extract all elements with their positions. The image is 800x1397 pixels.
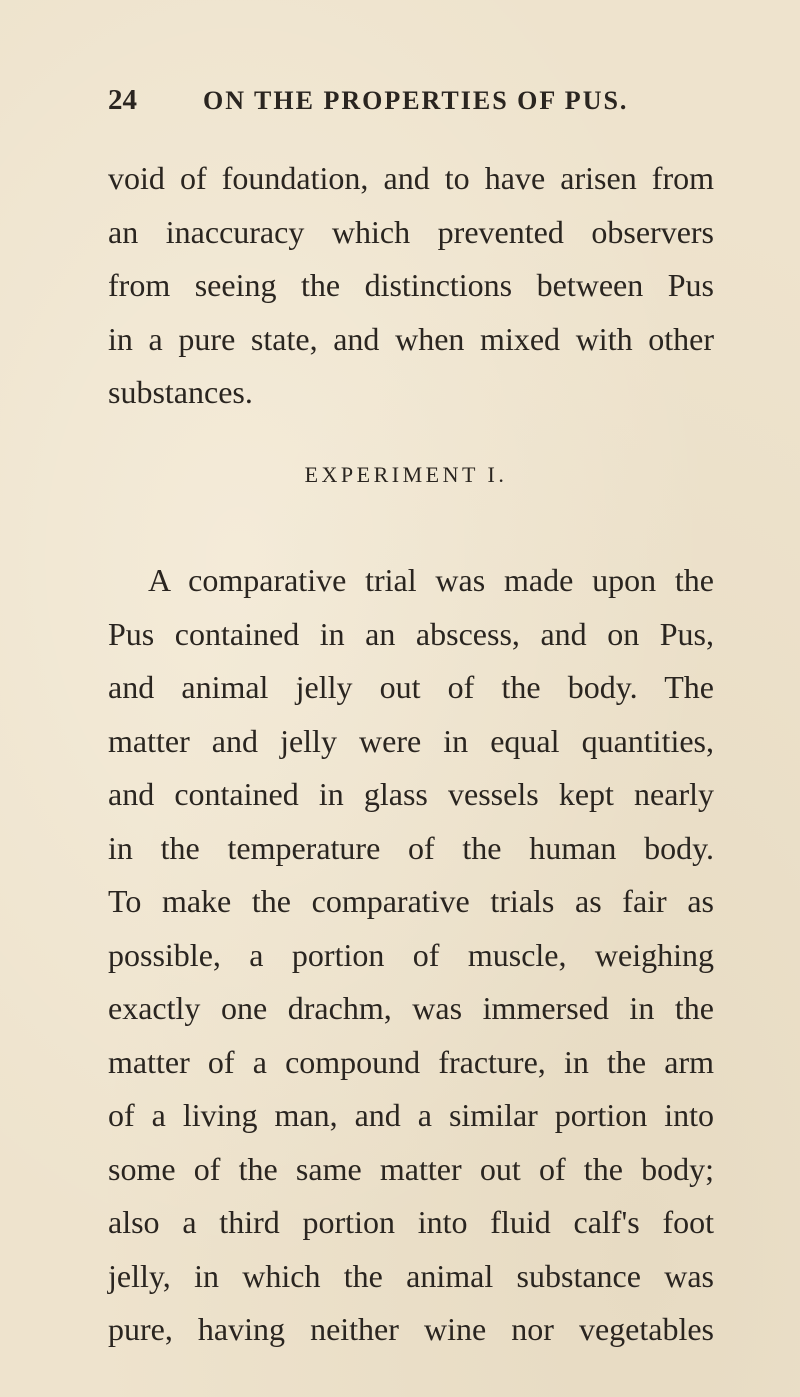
text-line: an inaccuracy which prevented observers (108, 213, 714, 250)
text-line: from seeing the distinctions between Pus (108, 267, 714, 303)
text-line: exactly one drachm, was immersed in the (108, 990, 714, 1026)
text-line: in the temperature of the human body. (108, 829, 714, 866)
text-line: some of the same matter out of the body; (108, 1150, 714, 1187)
paragraph-intro (108, 152, 714, 420)
text-line: void of foundation, and to have arisen from (108, 160, 714, 196)
section-heading: EXPERIMENT I. (304, 462, 508, 487)
page-number: 24 (108, 84, 137, 116)
text-line: of a living man, and a similar portion into (108, 1097, 714, 1133)
text-line: jelly, in which the animal substance was (108, 1257, 714, 1294)
page-header (108, 84, 748, 124)
text-line: also a third portion into fluid calf's foot (108, 1204, 714, 1240)
running-title: ON THE PROPERTIES OF PUS. (203, 86, 629, 115)
text-line: and contained in glass vessels kept nearly (108, 776, 714, 812)
text-line: pure, having neither wine nor vegetables (108, 1311, 714, 1347)
text-line: in a pure state, and when mixed with other (108, 320, 714, 357)
text-line: substances. (108, 374, 253, 410)
text-line: matter of a compound fracture, in the arm (108, 1043, 714, 1080)
text-line: Pus contained in an abscess, and on Pus, (108, 615, 714, 652)
text-line: and animal jelly out of the body. The (108, 669, 714, 705)
text-line: matter and jelly were in equal quantities, (108, 722, 714, 759)
text-line: possible, a portion of muscle, weighing (108, 936, 714, 973)
paragraph-experiment (108, 554, 714, 1357)
text-line: A comparative trial was made upon the (148, 562, 714, 598)
text-line: To make the comparative trials as fair as (108, 883, 714, 919)
